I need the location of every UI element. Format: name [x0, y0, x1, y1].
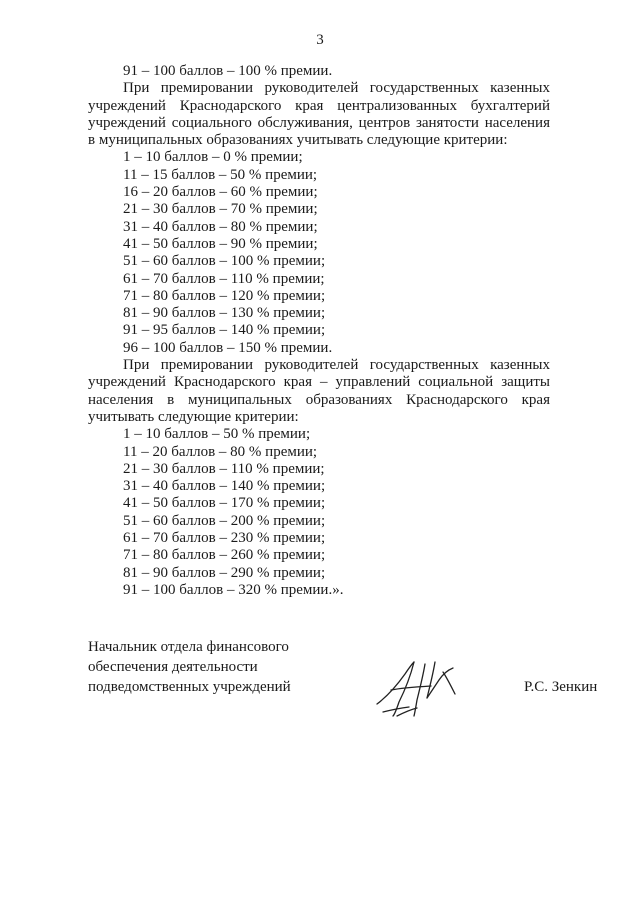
criteria-line: 81 – 90 баллов – 290 % премии;	[123, 564, 326, 581]
criteria-line: 91 – 95 баллов – 140 % премии;	[123, 322, 326, 339]
criteria-line: 71 – 80 баллов – 260 % премии;	[123, 547, 326, 564]
criteria-line: 61 – 70 баллов – 110 % премии;	[123, 270, 325, 287]
paragraph-centralized-accounting: При премировании руководителей государственных казенных учреждений Краснодарского края централизованных бухгалтерий учреждений социального обслуживания, центров занятости населения в муниципальных образованиях учитывать следующие критерии:	[88, 80, 550, 149]
criteria-line: 51 – 60 баллов – 100 % премии;	[123, 253, 326, 270]
criteria-line: 21 – 30 баллов – 110 % премии;	[123, 460, 325, 477]
criteria-line: 11 – 20 баллов – 80 % премии;	[123, 443, 318, 460]
criteria-line: 31 – 40 баллов – 80 % премии;	[123, 218, 318, 235]
criteria-line: 71 – 80 баллов – 120 % премии;	[123, 287, 326, 304]
criteria-list-1	[88, 149, 550, 357]
criteria-line: 41 – 50 баллов – 90 % премии;	[123, 235, 318, 252]
criteria-line: 51 – 60 баллов – 200 % премии;	[123, 512, 326, 529]
criteria-line: 81 – 90 баллов – 130 % премии;	[123, 305, 326, 322]
criteria-line: 91 – 100 баллов – 100 % премии.	[123, 63, 333, 79]
signer-position-line: обеспечения деятельности	[88, 659, 258, 675]
handwritten-signature	[373, 658, 468, 720]
criteria-line: 31 – 40 баллов – 140 % премии;	[123, 478, 326, 495]
page-number: 3	[316, 32, 324, 48]
document-body	[88, 63, 550, 599]
signer-position-line: подведомственных учреждений	[88, 679, 291, 695]
criteria-line: 11 – 15 баллов – 50 % премии;	[123, 166, 318, 183]
criteria-line: 61 – 70 баллов – 230 % премии;	[123, 530, 326, 547]
paragraph-social-protection: При премировании руководителей государственных казенных учреждений Краснодарского края – управлений социальной защиты населения в муниципальных образованиях Краснодарского края учитывать следующие критерии:	[88, 357, 550, 425]
criteria-line: 1 – 10 баллов – 0 % премии;	[123, 149, 303, 166]
criteria-line: 16 – 20 баллов – 60 % премии;	[123, 184, 318, 201]
criteria-line: 21 – 30 баллов – 70 % премии;	[123, 201, 318, 218]
criteria-line: 41 – 50 баллов – 170 % премии;	[123, 495, 326, 512]
criteria-list-2	[88, 426, 550, 599]
criteria-line: 1 – 10 баллов – 50 % премии;	[123, 426, 311, 443]
signer-position-line: Начальник отдела финансового	[88, 639, 289, 655]
criteria-line: 91 – 100 баллов – 320 % премии.».	[123, 581, 344, 598]
signer-name: Р.С. Зенкин	[524, 679, 598, 695]
criteria-line: 96 – 100 баллов – 150 % премии.	[123, 339, 333, 356]
signer-position	[88, 637, 291, 697]
